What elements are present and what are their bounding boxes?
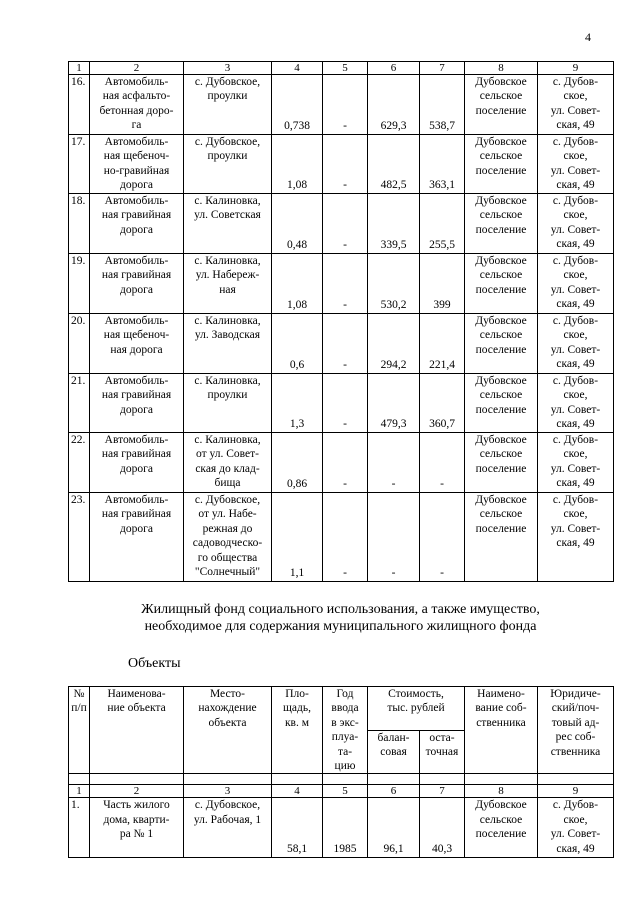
- column-number: 1: [69, 785, 90, 798]
- owner-address: с. Дубов- ское, ул. Совет- ская, 49: [538, 75, 614, 135]
- column-number: 7: [420, 62, 465, 75]
- object-location: с. Дубовское, проулки: [184, 75, 272, 135]
- object-year: -: [323, 314, 368, 374]
- residual-value: 538,7: [420, 75, 465, 135]
- owner-address: с. Дубов- ское, ул. Совет- ская, 49: [538, 798, 614, 858]
- header-location: Место- нахождение объекта: [184, 687, 272, 774]
- balance-value: 294,2: [368, 314, 420, 374]
- column-number: 6: [368, 785, 420, 798]
- header-n: № п/п: [69, 687, 90, 774]
- page-number: 4: [585, 30, 591, 44]
- header-balance: балан- совая: [368, 730, 420, 774]
- column-number: 3: [184, 785, 272, 798]
- owner-name: Дубовское сельское поселение: [465, 75, 538, 135]
- column-number: 1: [69, 62, 90, 75]
- owner-name: Дубовское сельское поселение: [465, 254, 538, 314]
- object-year: -: [323, 254, 368, 314]
- owner-address: с. Дубов- ское, ул. Совет- ская, 49: [538, 135, 614, 194]
- object-year: -: [323, 433, 368, 493]
- table-row: [69, 493, 614, 582]
- object-name: Автомобиль- ная гравийная дорога: [90, 374, 184, 433]
- table-gap-row: [69, 774, 614, 785]
- row-number: 20.: [69, 314, 90, 374]
- owner-name: Дубовское сельское поселение: [465, 433, 538, 493]
- column-number: 6: [368, 62, 420, 75]
- owner-address: с. Дубов- ское, ул. Совет- ская, 49: [538, 254, 614, 314]
- column-number: 2: [90, 785, 184, 798]
- owner-name: Дубовское сельское поселение: [465, 798, 538, 858]
- table-row: [69, 254, 614, 314]
- object-name: Автомобиль- ная гравийная дорога: [90, 254, 184, 314]
- column-number: 5: [323, 785, 368, 798]
- column-number-row: [69, 785, 614, 798]
- object-year: -: [323, 194, 368, 254]
- column-number: 8: [465, 62, 538, 75]
- header-residual: оста- точная: [420, 730, 465, 774]
- header-name: Наименова- ние объекта: [90, 687, 184, 774]
- object-area: 0,6: [272, 314, 323, 374]
- column-number: 9: [538, 785, 614, 798]
- balance-value: 482,5: [368, 135, 420, 194]
- object-location: с. Калиновка, ул. Советская: [184, 194, 272, 254]
- owner-name: Дубовское сельское поселение: [465, 314, 538, 374]
- object-name: Автомобиль- ная гравийная дорога: [90, 433, 184, 493]
- object-area: 0,86: [272, 433, 323, 493]
- object-year: -: [323, 75, 368, 135]
- row-number: 22.: [69, 433, 90, 493]
- table-row: [69, 314, 614, 374]
- object-location: с. Калиновка, ул. Набереж- ная: [184, 254, 272, 314]
- owner-name: Дубовское сельское поселение: [465, 194, 538, 254]
- table-row: [69, 374, 614, 433]
- owner-address: с. Дубов- ское, ул. Совет- ская, 49: [538, 194, 614, 254]
- balance-value: 339,5: [368, 194, 420, 254]
- object-name: Автомобиль- ная гравийная дорога: [90, 194, 184, 254]
- row-number: 17.: [69, 135, 90, 194]
- column-number: 5: [323, 62, 368, 75]
- balance-value: -: [368, 433, 420, 493]
- object-year: 1985: [323, 798, 368, 858]
- balance-value: 479,3: [368, 374, 420, 433]
- column-number: 4: [272, 62, 323, 75]
- row-number: 19.: [69, 254, 90, 314]
- table-row: [69, 798, 614, 858]
- owner-address: с. Дубов- ское, ул. Совет- ская, 49: [538, 493, 614, 582]
- table-row: [69, 75, 614, 135]
- object-area: 58,1: [272, 798, 323, 858]
- roads-table: [68, 61, 614, 582]
- header-cost: Стоимость, тыс. рублей: [368, 687, 465, 731]
- object-location: с. Калиновка, от ул. Совет- ская до клад- бища: [184, 433, 272, 493]
- residual-value: 360,7: [420, 374, 465, 433]
- residual-value: 221,4: [420, 314, 465, 374]
- object-location: с. Калиновка, проулки: [184, 374, 272, 433]
- column-number: 4: [272, 785, 323, 798]
- residual-value: -: [420, 493, 465, 582]
- object-name: Автомобиль- ная щебеноч- ная дорога: [90, 314, 184, 374]
- object-location: с. Калиновка, ул. Заводская: [184, 314, 272, 374]
- row-number: 16.: [69, 75, 90, 135]
- object-area: 0,48: [272, 194, 323, 254]
- object-name: Автомобиль- ная гравийная дорога: [90, 493, 184, 582]
- column-number: 9: [538, 62, 614, 75]
- owner-address: с. Дубов- ское, ул. Совет- ская, 49: [538, 374, 614, 433]
- object-name: Автомобиль- ная асфальто- бетонная доро- га: [90, 75, 184, 135]
- owner-address: с. Дубов- ское, ул. Совет- ская, 49: [538, 314, 614, 374]
- column-number: 3: [184, 62, 272, 75]
- column-number: 8: [465, 785, 538, 798]
- table-row: [69, 433, 614, 493]
- table-row: [69, 194, 614, 254]
- owner-address: с. Дубов- ское, ул. Совет- ская, 49: [538, 433, 614, 493]
- object-name: Часть жилого дома, кварти- ра № 1: [90, 798, 184, 858]
- balance-value: 530,2: [368, 254, 420, 314]
- object-area: 1,3: [272, 374, 323, 433]
- header-area: Пло- щадь, кв. м: [272, 687, 323, 774]
- column-number-row: [69, 62, 614, 75]
- row-number: 1.: [69, 798, 90, 858]
- object-location: с. Дубовское, ул. Рабочая, 1: [184, 798, 272, 858]
- object-location: с. Дубовское, проулки: [184, 135, 272, 194]
- object-year: -: [323, 135, 368, 194]
- subsection-title: Объекты: [128, 656, 181, 671]
- table-row: [69, 135, 614, 194]
- row-number: 21.: [69, 374, 90, 433]
- object-area: 1,08: [272, 135, 323, 194]
- header-year: Год ввода в экс- плуа- та- цию: [323, 687, 368, 774]
- residual-value: 399: [420, 254, 465, 314]
- table-header-row: [69, 687, 614, 731]
- object-name: Автомобиль- ная щебеноч- но-гравийная дорога: [90, 135, 184, 194]
- row-number: 18.: [69, 194, 90, 254]
- object-year: -: [323, 493, 368, 582]
- row-number: 23.: [69, 493, 90, 582]
- object-area: 1,08: [272, 254, 323, 314]
- object-area: 0,738: [272, 75, 323, 135]
- residual-value: 363,1: [420, 135, 465, 194]
- object-year: -: [323, 374, 368, 433]
- column-number: 2: [90, 62, 184, 75]
- object-location: с. Дубовское, от ул. Набе- режная до садоводческо- го общества "Солнечный": [184, 493, 272, 582]
- balance-value: -: [368, 493, 420, 582]
- residual-value: -: [420, 433, 465, 493]
- balance-value: 629,3: [368, 75, 420, 135]
- residual-value: 255,5: [420, 194, 465, 254]
- column-number: 7: [420, 785, 465, 798]
- header-address: Юридиче- ский/поч- товый ад- рес соб- ственника: [538, 687, 614, 774]
- owner-name: Дубовское сельское поселение: [465, 374, 538, 433]
- owner-name: Дубовское сельское поселение: [465, 135, 538, 194]
- object-area: 1,1: [272, 493, 323, 582]
- section-title: Жилищный фонд социального использования, а также имущество, необходимое для содержания муниципального жилищного фонда: [141, 602, 540, 634]
- housing-table: [68, 686, 614, 858]
- header-owner: Наимено- вание соб- ственника: [465, 687, 538, 774]
- balance-value: 96,1: [368, 798, 420, 858]
- owner-name: Дубовское сельское поселение: [465, 493, 538, 582]
- residual-value: 40,3: [420, 798, 465, 858]
